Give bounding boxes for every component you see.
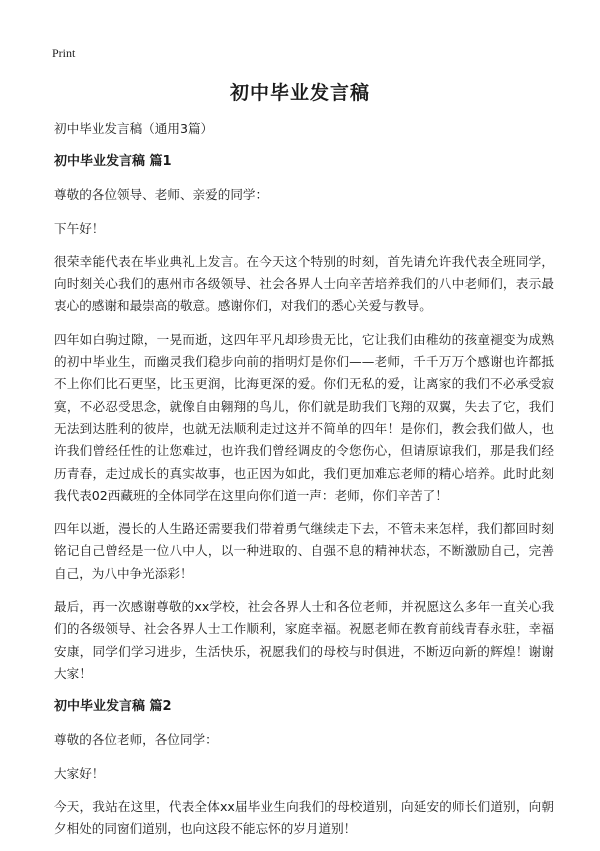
paragraph: 尊敬的各位领导、老师、亲爱的同学： xyxy=(54,187,269,203)
print-link[interactable]: Print xyxy=(52,46,76,60)
paragraph: 最后，再一次感谢尊敬的xx学校，社会各界人士和各位老师，并祝愿这么多年一直关心我们的各级领导、社会各界人士工作顺利，家庭幸福。祝愿老师在教育前线青春永驻，幸福安康，同学们学习进步，生活快乐，祝愿我们的母校与时俱进，不断迈向新的辉煌！谢谢大家！ xyxy=(54,599,554,681)
paragraph: 很荣幸能代表在毕业典礼上发言。在今天这个特别的时刻，首先请允许我代表全班同学，向时刻关心我们的惠州市各级领导、社会各界人士向辛苦培养我们的八中老师们，表示最衷心的感谢和最崇高的敬意。感谢你们，对我们的悉心关爱与教导。 xyxy=(54,253,554,314)
page-title: 初中毕业发言稿 xyxy=(229,82,370,104)
paragraph: 今天，我站在这里，代表全体xx届毕业生向我们的母校道别，向延安的师长们道别，向朝夕相处的同窗们道别，也向这段不能忘怀的岁月道别！ xyxy=(54,798,554,837)
subtitle: 初中毕业发言稿（通用3篇） xyxy=(54,121,214,136)
section-heading: 初中毕业发言稿 篇1 xyxy=(54,154,172,170)
paragraph: 四年如白驹过隙，一晃而逝，这四年平凡却珍贵无比，它让我们由稚幼的孩童褪变为成熟的初中毕业生，而幽灵我们稳步向前的指明灯是你们——老师，千千万万个感谢也许都抵不上你们比石更坚，比玉更润，比海更深的爱。你们无私的爱，让离家的我们不必承受寂寞，不必忍受思念，就像自由翱翔的鸟儿，你们就是助我们飞翔的双翼，失去了它，我们无法到达胜利的彼岸，也就无法顺利走过这并不简单的四年！是你们，教会我们做人，也许我们曾经任性的让您难过，也许我们曾经调皮的令您伤心，但请原谅我们，那是我们经历青春，走过成长的真实故事，也正因为如此，我们更加难忘老师的精心培养。此时此刻我代表02西藏班的全体同学在这里向你们道一声：老师，你们辛苦了！ xyxy=(54,331,554,503)
paragraph: 大家好！ xyxy=(54,765,105,781)
paragraph: 下午好！ xyxy=(54,220,105,236)
paragraph: 尊敬的各位老师，各位同学： xyxy=(54,732,218,748)
section-heading: 初中毕业发言稿 篇2 xyxy=(54,699,172,715)
document-body xyxy=(54,118,554,851)
paragraph: 四年以逝，漫长的人生路还需要我们带着勇气继续走下去，不管未来怎样，我们都回时刻铭记自己曾经是一位八中人，以一种进取的、自强不息的精神状态，不断激励自己，完善自己，为八中争光添彩！ xyxy=(54,521,554,581)
